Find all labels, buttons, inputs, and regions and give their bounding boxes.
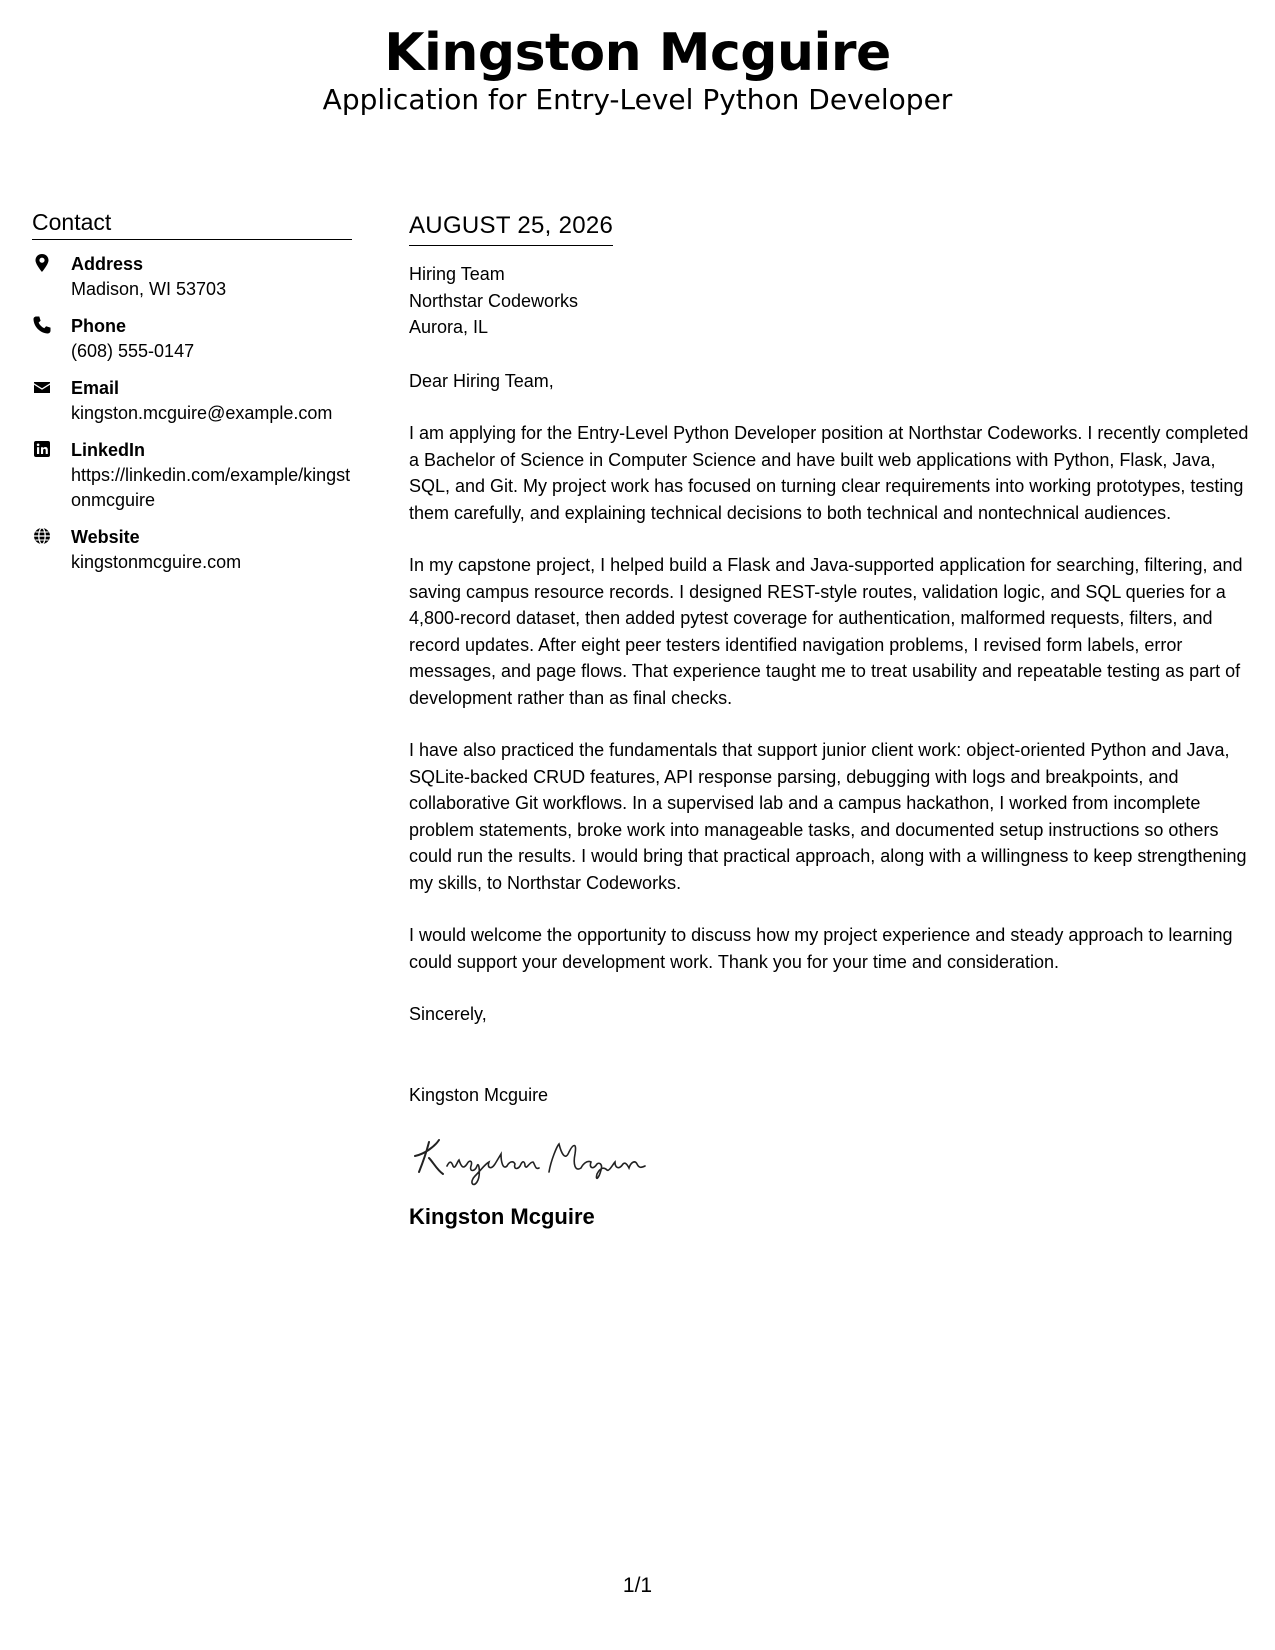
signed-name: Kingston Mcguire xyxy=(409,1204,595,1229)
recipient-line: Hiring Team xyxy=(409,264,505,284)
letter-header xyxy=(0,22,1275,118)
recipient-line: Aurora, IL xyxy=(409,317,489,337)
contact-label: Address xyxy=(71,254,144,274)
linkedin-value[interactable]: https://linkedin.com/example/kingstonmcguire xyxy=(71,465,351,510)
closing: Sincerely, xyxy=(409,1004,487,1024)
salutation: Dear Hiring Team, xyxy=(409,370,554,391)
contact-label: Website xyxy=(71,527,140,547)
contact-item-linkedin xyxy=(32,438,352,513)
contact-sidebar xyxy=(32,208,352,575)
location-pin-icon xyxy=(32,253,52,273)
phone-value: (608) 555-0147 xyxy=(71,341,195,361)
envelope-icon xyxy=(32,377,52,397)
email-value[interactable]: kingston.mcguire@example.com xyxy=(71,403,333,423)
contact-label: LinkedIn xyxy=(71,440,146,460)
contact-item-phone xyxy=(32,314,352,364)
body-paragraph: In my capstone project, I helped build a Flask and Java-supported application for searching, filtering, and saving campus resource records. I designed REST-style routes, validation logic, and SQL queries for a 4,800-record dataset, then added pytest coverage for authentication, malformed requests, filters, and record updates. After eight peer testers identified navigation problems, I revised form labels, error messages, and page flows. That experience taught me to treat usability and repeatable testing as part of development rather than as final checks. xyxy=(409,555,1243,708)
application-title: Application for Entry-Level Python Developer xyxy=(322,83,953,116)
phone-icon xyxy=(32,315,52,335)
body-paragraph: I have also practiced the fundamentals that support junior client work: object-oriented Python and Java, SQLite-backed CRUD features, API response parsing, debugging with logs and breakpoints, and collaborative Git workflows. In a supervised lab and a campus hackathon, I worked from incomplete problem statements, broke work into manageable tasks, and documented setup instructions so others could run the results. I would bring that practical approach, along with a willingness to keep strengthening my skills, to Northstar Codeworks. xyxy=(409,740,1247,893)
handwritten-signature xyxy=(409,1132,669,1188)
recipient-block xyxy=(409,261,1254,341)
letter-date: AUGUST 25, 2026 xyxy=(409,210,613,246)
contact-item-email xyxy=(32,376,352,426)
body-paragraph: I am applying for the Entry-Level Python Developer position at Northstar Codeworks. I recently completed a Bachelor of Science in Computer Science and have built web applications with Python, Flask, Java, SQL, and Git. My project work has focused on turning clear requirements into working prototypes, testing them carefully, and explaining technical decisions to both technical and nontechnical audiences. xyxy=(409,423,1249,523)
applicant-name: Kingston Mcguire xyxy=(384,23,891,83)
page-number: 1/1 xyxy=(622,1574,653,1597)
typed-name: Kingston Mcguire xyxy=(409,1084,549,1105)
recipient-line: Northstar Codeworks xyxy=(409,290,579,311)
contact-label: Phone xyxy=(71,316,127,336)
globe-icon xyxy=(32,526,52,546)
address-value: Madison, WI 53703 xyxy=(71,279,227,299)
body-paragraph: I would welcome the opportunity to discuss how my project experience and steady approach to learning could support your development work. Thank you for your time and consideration. xyxy=(409,925,1233,972)
contact-item-website xyxy=(32,525,352,575)
linkedin-icon xyxy=(32,439,52,459)
contact-item-address xyxy=(32,252,352,302)
contact-label: Email xyxy=(71,378,120,398)
letter-body xyxy=(409,210,1254,1232)
contact-heading: Contact xyxy=(32,208,352,240)
website-value[interactable]: kingstonmcguire.com xyxy=(71,552,242,572)
